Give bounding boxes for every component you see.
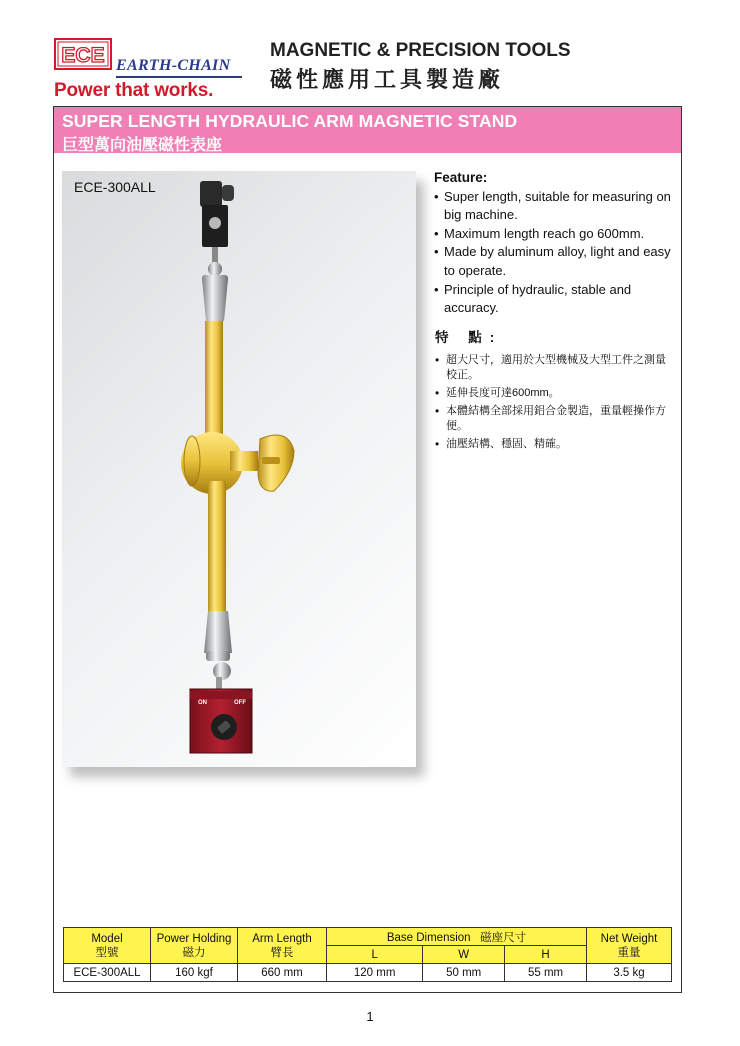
header-arm: Arm Length 臂長 xyxy=(238,928,327,964)
cell-model: ECE-300ALL xyxy=(64,964,151,982)
feature-heading-cn: 特 點: xyxy=(435,330,503,345)
header-title-en: MAGNETIC & PRECISION TOOLS xyxy=(270,40,571,61)
feature-item: • Principle of hydraulic, stable and accuracy. xyxy=(434,281,674,318)
cell-H: 55 mm xyxy=(505,964,587,982)
feature-item: • Super length, suitable for measuring on big machine. xyxy=(434,188,674,225)
feature-heading: Feature: xyxy=(434,170,488,185)
cell-W: 50 mm xyxy=(423,964,505,982)
brand-name: EARTH-CHAIN xyxy=(116,57,231,74)
product-frame xyxy=(53,106,682,993)
magnetic-stand-illustration xyxy=(62,171,416,767)
feature-item: • Made by aluminum alloy, light and easy to operate. xyxy=(434,243,674,280)
feature-item-cn: • 延伸長度可達600mm。 xyxy=(435,386,675,401)
table-row xyxy=(64,964,672,982)
banner-title-cn: 巨型萬向油壓磁性表座 xyxy=(62,137,223,154)
header-H: H xyxy=(505,946,587,964)
holder-clamp xyxy=(200,181,222,207)
cell-power: 160 kgf xyxy=(151,964,238,982)
header-model: Model 型號 xyxy=(64,928,151,964)
header-L: L xyxy=(327,946,423,964)
product-photo xyxy=(62,171,416,767)
header-title-cn: 磁性應用工具製造廠 xyxy=(270,67,505,92)
feature-list-cn xyxy=(435,330,675,455)
spec-table xyxy=(63,927,672,982)
feature-item-cn: • 油壓結構、穩固、精確。 xyxy=(435,437,675,452)
banner-title-en: SUPER LENGTH HYDRAULIC ARM MAGNETIC STAND xyxy=(62,111,518,131)
header-power: Power Holding 磁力 xyxy=(151,928,238,964)
brand-logo xyxy=(54,38,244,102)
cell-weight: 3.5 kg xyxy=(587,964,672,982)
logo-letters: ECE xyxy=(61,44,105,67)
base-off-label: OFF xyxy=(234,700,246,706)
lower-arm xyxy=(208,481,226,611)
base-on-label: ON xyxy=(198,700,207,706)
cell-L: 120 mm xyxy=(327,964,423,982)
feature-item-cn: • 本體結構全部採用鋁合金製造，重量輕操作方便。 xyxy=(435,404,675,434)
page-number: 1 xyxy=(366,1009,374,1024)
header-weight: Net Weight 重量 xyxy=(587,928,672,964)
feature-item: • Maximum length reach go 600mm. xyxy=(434,225,674,244)
brand-underline xyxy=(116,76,242,78)
brand-tagline: Power that works. xyxy=(54,80,214,101)
product-banner xyxy=(54,107,681,153)
feature-item-cn: • 超大尺寸，適用於大型機械及大型工件之測量校正。 xyxy=(435,353,675,383)
header-W: W xyxy=(423,946,505,964)
photo-model-label: ECE-300ALL xyxy=(74,179,156,195)
header-base: Base Dimension 磁座尺寸 xyxy=(327,928,587,946)
cell-arm: 660 mm xyxy=(238,964,327,982)
ece-logo-icon xyxy=(54,38,112,70)
feature-list-en xyxy=(434,169,674,318)
